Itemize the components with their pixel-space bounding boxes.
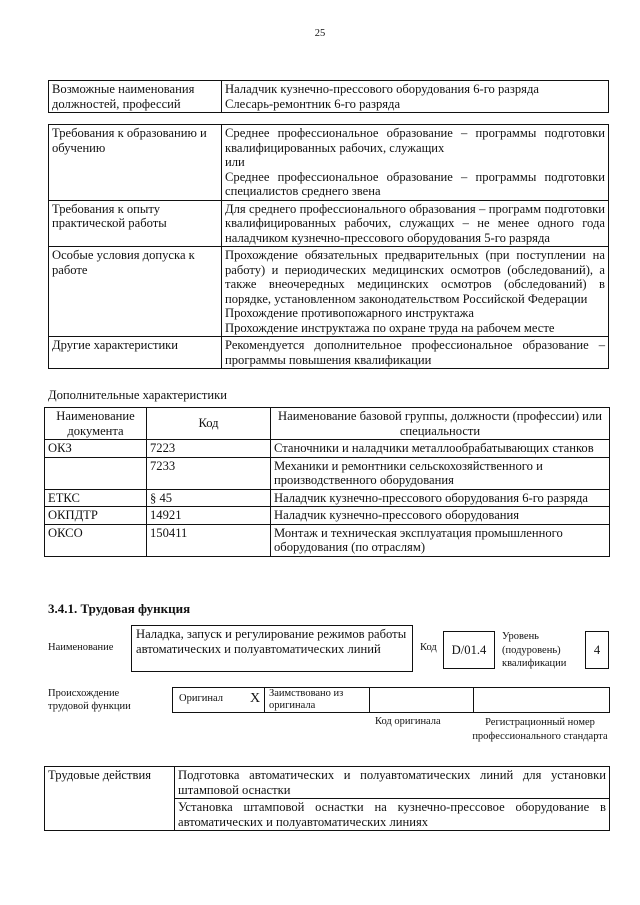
row-doc: ЕТКС [45,489,147,507]
function-level-box: 4 [585,631,609,669]
origin-code-caption: Код оригинала [375,716,441,727]
function-name-label: Наименование [48,642,114,653]
origin-label: Происхождение трудовой функции [48,688,131,712]
origin-divider [264,688,265,712]
header-code: Код [147,408,271,440]
requirements-row [49,125,609,201]
requirements-label: Особые условия допуска к работе [49,247,222,337]
function-title: 3.4.1. Трудовая функция [48,601,191,616]
requirements-label: Требования к образованию и обучению [49,125,222,201]
origin-original-mark: X [250,691,261,706]
table-row [45,767,610,799]
position-line: Наладчик кузнечно-прессового оборудования 6-го разряда [225,82,539,96]
row-doc [45,457,147,489]
row-code: 150411 [147,524,271,556]
origin-borrowed-label: Заимствовано из оригинала [269,688,344,711]
function-level-label: Уровень (подуровень) квалификации [502,631,567,669]
requirements-label: Другие характеристики [49,337,222,369]
header-doc: Наименование документа [45,408,147,440]
requirements-line: Прохождение противопожарного инструктажа [225,306,474,320]
row-name: Станочники и наладчики металлообрабатывающих станков [271,440,610,458]
function-code-box: D/01.4 [443,631,495,669]
function-code-label: Код [420,642,437,653]
origin-divider [473,688,474,712]
origin-divider [369,688,370,712]
page-number: 25 [314,28,326,39]
function-name-box: Наладка, запуск и регулирование режимов работы автоматических и полуавтоматических линий [131,625,413,672]
additional-title: Дополнительные характеристики [48,388,227,402]
row-name: Наладчик кузнечно-прессового оборудования 6-го разряда [271,489,610,507]
requirements-line: Прохождение обязательных предварительных (при поступлении на работу) и периодических медицинских осмотров (обследований), а также внеочередных медицинских осмотров (обследований) в порядке, установленном законодательством Российской Федерации [225,248,605,306]
row-code: 7223 [147,440,271,458]
requirements-line: Среднее профессиональное образование – программы подготовки квалифицированных рабочих, служащих [225,126,605,155]
table-row [45,507,610,525]
table-row [45,440,610,458]
header-name: Наименование базовой группы, должности (профессии) или специальности [271,408,610,440]
origin-row [172,687,610,713]
row-code: § 45 [147,489,271,507]
requirements-value [222,337,609,369]
positions-value [222,81,609,113]
requirements-value [222,125,609,201]
additional-table [44,407,610,557]
table-row [45,457,610,489]
origin-reg-caption: Регистрационный номер профессионального стандарта [472,717,608,742]
row-name: Монтаж и техническая эксплуатация промышленного оборудования (по отраслям) [271,524,610,556]
requirements-line: Прохождение инструктажа по охране труда на рабочем месте [225,320,555,335]
actions-table [44,766,610,831]
row-code: 7233 [147,457,271,489]
action-item: Установка штамповой оснастки на кузнечно-прессовое оборудование в автоматических и полуавтоматических линиях [175,799,610,831]
requirements-line: Среднее профессиональное образование – программы подготовки специалистов среднего звена [225,169,605,198]
requirements-row [49,247,609,337]
requirements-row [49,337,609,369]
origin-original-label: Оригинал [179,693,223,704]
requirements-value [222,247,609,337]
positions-table [48,80,609,113]
requirements-table [48,124,609,369]
row-code: 14921 [147,507,271,525]
table-row [45,524,610,556]
additional-header-row [45,408,610,440]
position-line: Слесарь-ремонтник 6-го разряда [225,96,401,111]
requirements-line: или [225,155,245,169]
action-item: Подготовка автоматических и полуавтоматических линий для установки штамповой оснастки [175,767,610,799]
positions-label: Возможные наименования должностей, профессий [49,81,222,113]
requirements-row [49,200,609,247]
requirements-line: Рекомендуется дополнительное профессиональное образование – программы повышения квалификации [225,338,605,367]
row-name: Наладчик кузнечно-прессового оборудования [271,507,610,525]
row-name: Механики и ремонтники сельскохозяйственного и производственного оборудования [271,457,610,489]
row-doc: ОКПДТР [45,507,147,525]
row-doc: ОКСО [45,524,147,556]
requirements-value [222,200,609,247]
table-row [45,489,610,507]
actions-label: Трудовые действия [45,767,175,831]
row-doc: ОКЗ [45,440,147,458]
requirements-label: Требования к опыту практической работы [49,200,222,247]
requirements-line: Для среднего профессионального образования – программ подготовки квалифицированных рабочих, служащих – не менее одного года наладчиком кузнечно-прессового оборудования 5-го разряда [225,201,605,245]
